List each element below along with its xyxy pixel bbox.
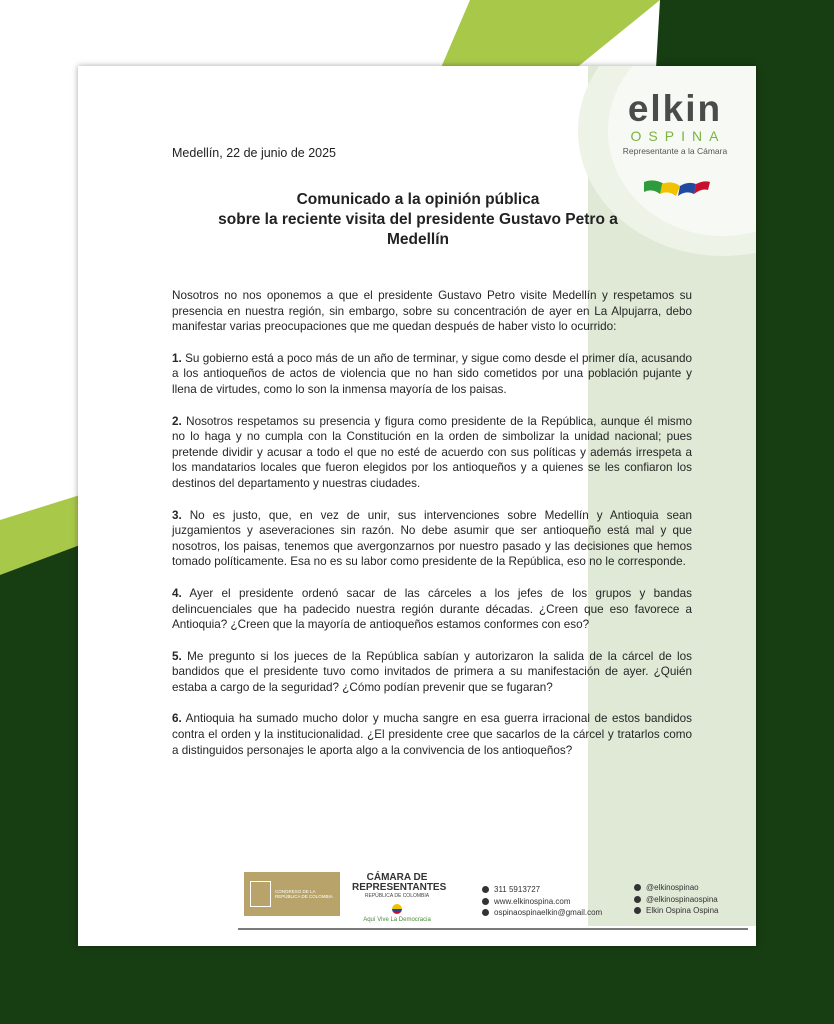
contact-instagram-text: @elkinospinaospina [646,894,718,904]
facebook-icon [634,907,641,914]
contact-facebook[interactable] [634,905,718,917]
point-6 [172,711,692,758]
contact-instagram[interactable] [634,894,718,906]
title-line-3: Medellín [386,231,449,248]
point-text: Su gobierno está a poco más de un año de terminar, y sigue como desde el primer día, acusando a los antioqueños de actos de violencia que no han sido cometidos por una población pujante y llena de virtudes, como lo son la inmensa mayoría de los paisas. [172,351,692,396]
point-text: Ayer el presidente ordenó sacar de las cárceles a los jefes de los grupos y bandas delincuenciales que ha padecido nuestra región durante décadas. ¿Creen que eso favorece a Antioquia? ¿Creen que la mayoría de antioqueños estamos conformes con eso? [172,586,692,632]
flag-stripes-icon [642,178,712,198]
letter-sheet [78,66,756,946]
colombia-flag-icon [392,904,402,914]
point-5 [172,649,692,696]
capitol-building-icon [250,881,271,907]
camara-subtitle: REPÚBLICA DE COLOMBIA [364,893,430,899]
logo-name: elkin [627,88,723,129]
point-text: Me pregunto si los jueces de la República sabían y autorizaron la salida de la cárcel de los bandidos que el presidente tuvo como invitados de primera a su manifestación de ayer. ¿Quién estaba a cargo de la seguridad? ¿Cómo podían prevenir que se fugaran? [172,649,692,694]
contact-left [482,884,602,919]
contact-twitter[interactable] [634,882,718,894]
title-line-2: sobre la reciente visita del presidente Gustavo Petro a [218,211,618,228]
point-number: 5. [172,649,182,663]
point-number: 3. [172,508,182,522]
point-number: 4. [172,586,182,600]
title-line-1: Comunicado a la opinión pública [296,191,540,208]
web-icon [482,898,489,905]
camara-title: CÁMARA DE REPRESENTANTES [352,872,447,893]
camara-logo [352,872,447,923]
logo-tagline: Representante a la Cámara [622,146,728,156]
contact-web[interactable] [482,896,602,908]
contact-mail[interactable] [482,907,602,919]
point-text: Nosotros respetamos su presencia y figura como presidente de la República, aunque él mismo no lo haga y no cumpla con la Constitución en la orden de simbolizar la unidad nacional; pues pretende dividir y acusar a todo el que no esté de acuerdo con sus políticas y además irrespeta a los mandatarios locales que fueron elegidos por los antioqueños y a quienes se les confiaron los destinos del departamento y nuestras ciudades. [172,414,692,490]
point-4 [172,586,692,633]
point-1 [172,351,692,398]
letter-title [188,190,648,250]
point-text: No es justo, que, en vez de unir, sus intervenciones sobre Medellín y Antioquia sean juzgamientos y aseveraciones sin razón. No debe asumir que ser antioqueño está mal y que nosotros, los paisas, tenemos que avergonzarnos por nuestro pasado y las decisiones que hemos tomado políticamente. Esa no es su labor como presidente de la República, eso no le corresponde. [172,508,692,569]
congress-logo-text: CONGRESO DE LA REPÚBLICA DE COLOMBIA [275,889,333,899]
letter-date: Medellín, 22 de junio de 2025 [172,146,337,160]
footer-divider [238,928,748,930]
contact-phone-text: 311 5913727 [494,885,541,894]
logo-surname: OSPINA [630,128,726,144]
point-number: 2. [172,414,182,428]
twitter-icon [634,884,641,891]
mail-icon [482,909,489,916]
contact-twitter-text: @elkinospinao [646,883,699,892]
congress-logo [244,872,340,916]
letter-body [172,288,692,774]
intro-paragraph: Nosotros no nos oponemos a que el presidente Gustavo Petro visite Medellín y respetamos su presencia en nuestra región, sin embargo, sobre su concentración de ayer en La Alpujarra, debo manifestar varias preocupaciones que me quedan después de haber visto lo ocurrido: [172,289,692,334]
camara-slogan: Aquí Vive La Democracia [363,917,431,923]
phone-icon [482,886,489,893]
point-3 [172,508,692,570]
elkin-ospina-logo [610,90,740,156]
point-text: Antioquia ha sumado mucho dolor y mucha sangre en esa guerra irracional de estos bandidos contra el orden y la institucionalidad. ¿El presidente cree que sacarlos de la cárcel y tratarlos como a distinguidos personajes le aporta algo a la convivencia de los antioqueños? [172,712,692,757]
point-number: 1. [172,351,182,365]
contact-right [634,882,718,917]
contact-phone [482,884,602,896]
instagram-icon [634,896,641,903]
point-2 [172,414,692,492]
contact-facebook-text: Elkin Ospina Ospina [646,906,719,915]
contact-web-text: www.elkinospina.com [494,896,571,906]
contact-mail-text: ospinaospinaelkin@gmail.com [494,908,603,917]
point-number: 6. [172,712,182,726]
